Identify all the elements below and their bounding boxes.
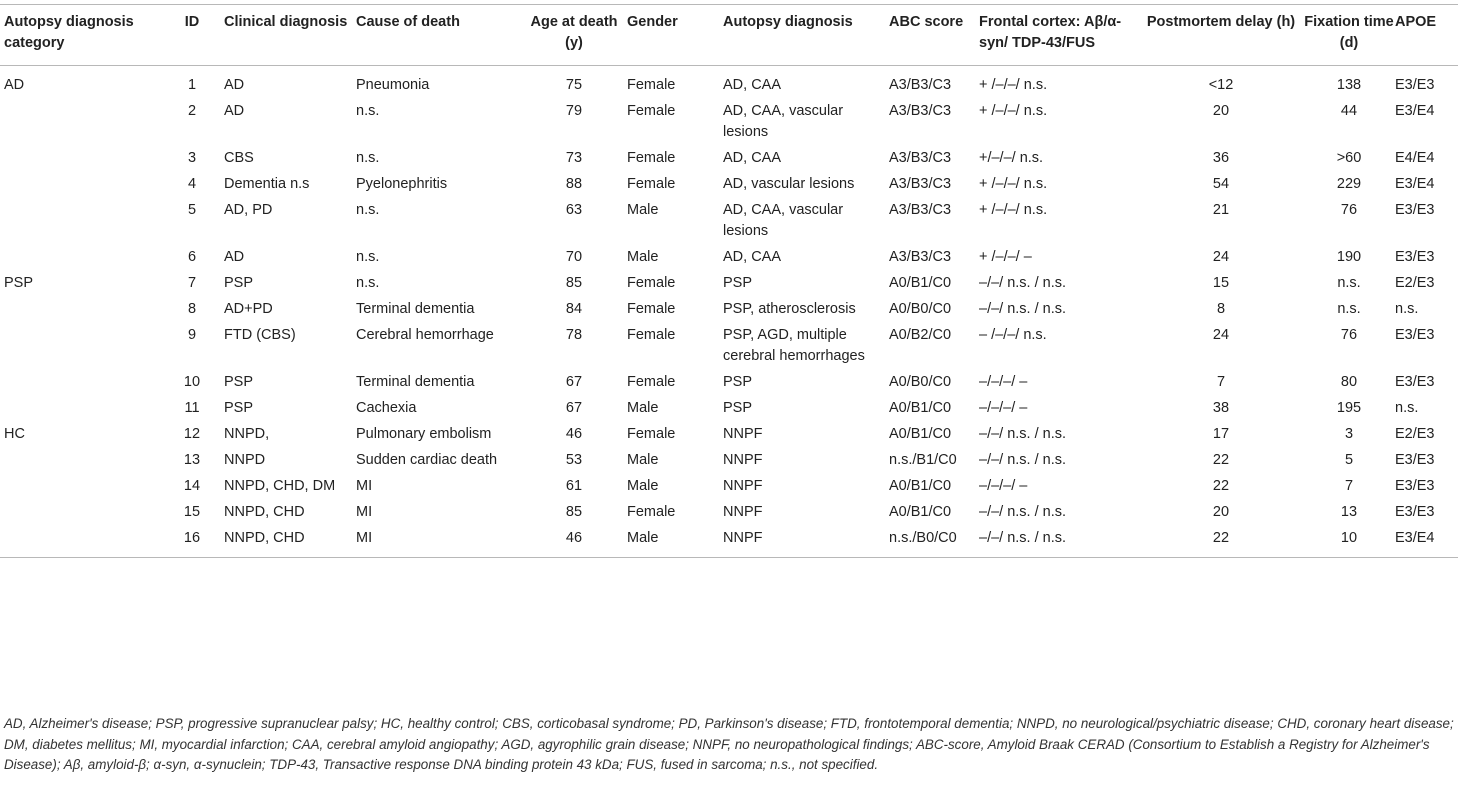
cell-id: 6 [187,249,197,265]
table-row [0,174,1458,200]
cell-gender: Male [627,400,659,416]
cell-autopsy: AD, CAA [723,77,782,93]
cell-category [0,502,160,528]
table-row [0,66,1458,102]
table-row [0,528,1458,558]
cell-abc: A3/B3/C3 [889,202,952,218]
cell-fixation: 138 [1336,77,1362,93]
cell-cause: Terminal dementia [356,301,475,317]
header-fixation: Fixation time (d) [1304,14,1394,51]
cell-cause: n.s. [356,202,380,218]
header-abc: ABC score [889,14,964,30]
cell-clinical: CBS [224,150,254,166]
cell-cause: Terminal dementia [356,374,475,390]
cell-category [0,200,160,247]
cell-apoe: E3/E4 [1395,530,1435,546]
cell-abc: A0/B1/C0 [889,275,952,291]
header-id: ID [184,14,200,30]
cell-frontal: – /–/–/ n.s. [979,327,1047,343]
cell-id: 14 [183,478,201,494]
cell-pmd: 15 [1212,275,1230,291]
cell-apoe: E3/E3 [1395,202,1435,218]
table-row [0,325,1458,372]
cell-category: HC [4,426,25,442]
cell-autopsy: AD, vascular lesions [723,176,855,192]
table-row [0,502,1458,528]
cell-frontal: –/–/ n.s. / n.s. [979,504,1067,520]
cell-age: 79 [565,103,583,119]
table-row [0,372,1458,398]
cell-clinical: NNPD [224,452,266,468]
cell-age: 75 [565,77,583,93]
cell-age: 85 [565,504,583,520]
header-gender: Gender [627,14,678,30]
cell-age: 88 [565,176,583,192]
cell-frontal: + /–/–/ n.s. [979,77,1048,93]
cell-id: 5 [187,202,197,218]
cell-abc: A0/B2/C0 [889,327,952,343]
cell-pmd: 24 [1212,249,1230,265]
cell-age: 85 [565,275,583,291]
cell-id: 9 [187,327,197,343]
cell-age: 67 [565,374,583,390]
cell-frontal: –/–/–/ – [979,374,1028,390]
cell-pmd: 54 [1212,176,1230,192]
cell-frontal: + /–/–/ n.s. [979,202,1048,218]
header-autopsy: Autopsy diagnosis [723,14,853,30]
header-age: Age at death (y) [530,14,618,51]
cell-fixation: >60 [1336,150,1362,166]
cell-abc: A0/B0/C0 [889,301,952,317]
cell-clinical: AD+PD [224,301,273,317]
cell-fixation: 229 [1336,176,1362,192]
cell-frontal: –/–/ n.s. / n.s. [979,452,1067,468]
cell-pmd: 21 [1212,202,1230,218]
cell-clinical: NNPD, CHD, DM [224,478,336,494]
cell-category [0,299,160,325]
cell-age: 84 [565,301,583,317]
cell-frontal: –/–/ n.s. / n.s. [979,275,1067,291]
cell-pmd: 20 [1212,504,1230,520]
cell-frontal: –/–/–/ – [979,478,1028,494]
cell-id: 16 [183,530,201,546]
cell-cause: n.s. [356,103,380,119]
cell-pmd: 22 [1212,530,1230,546]
cell-abc: A0/B1/C0 [889,504,952,520]
header-clinical: Clinical diagnosis [224,14,348,30]
table-row [0,247,1458,273]
cell-fixation: 44 [1340,103,1358,119]
cell-cause: MI [356,478,373,494]
cell-apoe: E3/E3 [1395,327,1435,343]
cell-pmd: 36 [1212,150,1230,166]
cell-autopsy: AD, CAA, vascular lesions [723,202,844,239]
cell-fixation: 80 [1340,374,1358,390]
cell-gender: Male [627,452,659,468]
cell-abc: A0/B1/C0 [889,478,952,494]
cell-gender: Male [627,202,659,218]
cell-cause: Sudden cardiac death [356,452,498,468]
cell-age: 73 [565,150,583,166]
cell-frontal: + /–/–/ – [979,249,1032,265]
cell-fixation: n.s. [1337,301,1361,317]
cell-clinical: Dementia n.s [224,176,310,192]
cell-clinical: PSP [224,400,254,416]
cell-cause: Cachexia [356,400,417,416]
cell-abc: n.s./B1/C0 [889,452,957,468]
header-category: Autopsy diagnosis category [4,14,134,51]
cell-id: 1 [187,77,197,93]
cell-category [0,174,160,200]
cell-abc: n.s./B0/C0 [889,530,957,546]
cell-apoe: E3/E3 [1395,452,1435,468]
cell-gender: Female [627,327,676,343]
cell-apoe: E3/E3 [1395,478,1435,494]
cell-id: 3 [187,150,197,166]
cell-apoe: E3/E4 [1395,176,1435,192]
cell-autopsy: NNPF [723,452,763,468]
cell-apoe: E3/E3 [1395,374,1435,390]
cell-autopsy: PSP [723,374,753,390]
cell-fixation: 10 [1340,530,1358,546]
cell-apoe: E2/E3 [1395,275,1435,291]
cell-pmd: 22 [1212,452,1230,468]
cell-apoe: E3/E3 [1395,504,1435,520]
cell-gender: Female [627,176,676,192]
cell-pmd: <12 [1208,77,1234,93]
cell-age: 46 [565,426,583,442]
cell-fixation: 195 [1336,400,1362,416]
cell-cause: n.s. [356,150,380,166]
table-row [0,273,1458,299]
cell-category [0,372,160,398]
table-row [0,299,1458,325]
cell-fixation: n.s. [1337,275,1361,291]
cell-clinical: PSP [224,374,254,390]
cell-abc: A0/B0/C0 [889,374,952,390]
cell-autopsy: NNPF [723,504,763,520]
cell-id: 7 [187,275,197,291]
cell-id: 15 [183,504,201,520]
cell-id: 11 [184,400,200,416]
cell-clinical: NNPD, [224,426,270,442]
cell-clinical: PSP [224,275,254,291]
cell-gender: Female [627,426,676,442]
cell-fixation: 76 [1340,327,1358,343]
cell-cause: Cerebral hemorrhage [356,327,494,343]
cell-abc: A0/B1/C0 [889,426,952,442]
cell-abc: A3/B3/C3 [889,77,952,93]
cell-apoe: n.s. [1395,400,1419,416]
cell-category: PSP [4,275,34,291]
cell-autopsy: NNPF [723,530,763,546]
cell-gender: Male [627,249,659,265]
cell-category [0,476,160,502]
cell-autopsy: NNPF [723,426,763,442]
cell-age: 78 [565,327,583,343]
cell-abc: A3/B3/C3 [889,249,952,265]
cell-abc: A3/B3/C3 [889,176,952,192]
cell-clinical: FTD (CBS) [224,327,296,343]
cell-category: AD [4,77,25,93]
cell-cause: Pyelonephritis [356,176,448,192]
cell-apoe: E4/E4 [1395,150,1435,166]
cell-age: 67 [565,400,583,416]
cell-category [0,398,160,424]
cell-fixation: 5 [1344,452,1354,468]
cell-autopsy: PSP, AGD, multiple cerebral hemorrhages [723,327,865,364]
table-row [0,200,1458,247]
cell-age: 53 [565,452,583,468]
cell-cause: n.s. [356,249,380,265]
table-row [0,476,1458,502]
header-cause: Cause of death [356,14,460,30]
header-apoe: APOE [1395,14,1437,30]
cell-pmd: 38 [1212,400,1230,416]
cell-clinical: AD [224,77,245,93]
cell-age: 61 [565,478,583,494]
cell-autopsy: AD, CAA [723,150,782,166]
cell-category [0,325,160,372]
cell-gender: Female [627,504,676,520]
cell-gender: Male [627,478,659,494]
cell-apoe: E3/E4 [1395,103,1435,119]
cell-id: 8 [187,301,197,317]
cell-apoe: E3/E3 [1395,249,1435,265]
cell-abc: A3/B3/C3 [889,150,952,166]
cell-gender: Male [627,530,659,546]
cell-clinical: NNPD, CHD [224,504,305,520]
table-row [0,424,1458,450]
cell-frontal: –/–/ n.s. / n.s. [979,301,1067,317]
table-row [0,450,1458,476]
cell-fixation: 190 [1336,249,1362,265]
cell-pmd: 17 [1212,426,1230,442]
cell-pmd: 8 [1216,301,1226,317]
table-footnote: AD, Alzheimer's disease; PSP, progressive supranuclear palsy; HC, healthy control; CBS, corticobasal syndrome; PD, Parkinson's disease; FTD, frontotemporal dementia; NNPD, no neurological/psychiatric disease; CHD, coronary heart disease; DM, diabetes mellitus; MI, myocardial infarction; CAA, cerebral amyloid angiopathy; AGD, agyrophilic grain disease; NNPF, no neuropathological findings; ABC-score, Amyloid Braak CERAD (Consortium to Establish a Registry for Alzheimer's Disease); Aβ, amyloid-β; α-syn, α-synuclein; TDP-43, Transactive response DNA binding protein 43 kDa; FUS, fused in sarcoma; n.s., not specified. [4,716,1454,772]
cell-autopsy: PSP, atherosclerosis [723,301,856,317]
cell-pmd: 7 [1216,374,1226,390]
cell-gender: Female [627,374,676,390]
cell-abc: A3/B3/C3 [889,103,952,119]
cell-clinical: AD [224,249,245,265]
cell-id: 12 [183,426,201,442]
cell-frontal: +/–/–/ n.s. [979,150,1044,166]
cell-gender: Female [627,77,676,93]
cell-id: 10 [183,374,201,390]
cell-clinical: AD, PD [224,202,273,218]
cell-frontal: –/–/ n.s. / n.s. [979,426,1067,442]
cell-frontal: –/–/ n.s. / n.s. [979,530,1067,546]
cell-fixation: 7 [1344,478,1354,494]
cell-pmd: 24 [1212,327,1230,343]
cell-fixation: 3 [1344,426,1354,442]
cell-age: 46 [565,530,583,546]
cell-age: 63 [565,202,583,218]
cell-category [0,247,160,273]
cell-autopsy: AD, CAA [723,249,782,265]
cell-autopsy: PSP [723,400,753,416]
cell-gender: Female [627,103,676,119]
cell-fixation: 13 [1340,504,1358,520]
cell-category [0,148,160,174]
cell-apoe: E3/E3 [1395,77,1435,93]
cell-cause: Pneumonia [356,77,430,93]
table-row [0,398,1458,424]
cell-age: 70 [565,249,583,265]
cell-id: 4 [187,176,197,192]
cell-gender: Female [627,150,676,166]
cell-pmd: 22 [1212,478,1230,494]
table-row [0,101,1458,148]
cell-cause: n.s. [356,275,380,291]
cell-frontal: –/–/–/ – [979,400,1028,416]
cell-pmd: 20 [1212,103,1230,119]
header-row [0,5,1458,66]
cell-gender: Female [627,275,676,291]
cell-fixation: 76 [1340,202,1358,218]
cell-cause: MI [356,530,373,546]
cell-autopsy: NNPF [723,478,763,494]
cell-apoe: E2/E3 [1395,426,1435,442]
cell-clinical: AD [224,103,245,119]
cell-id: 2 [187,103,197,119]
cell-cause: Pulmonary embolism [356,426,492,442]
cell-category [0,101,160,148]
cell-frontal: + /–/–/ n.s. [979,176,1048,192]
table-row [0,148,1458,174]
cell-autopsy: AD, CAA, vascular lesions [723,103,844,140]
cell-frontal: + /–/–/ n.s. [979,103,1048,119]
cell-apoe: n.s. [1395,301,1419,317]
data-table [0,4,1458,558]
header-frontal: Frontal cortex: Aβ/α-syn/ TDP-43/FUS [979,14,1122,51]
cell-gender: Female [627,301,676,317]
cell-clinical: NNPD, CHD [224,530,305,546]
cell-autopsy: PSP [723,275,753,291]
cell-id: 13 [183,452,201,468]
cell-category [0,528,160,558]
cell-cause: MI [356,504,373,520]
cell-abc: A0/B1/C0 [889,400,952,416]
header-pmd: Postmortem delay (h) [1146,14,1296,30]
cell-category [0,450,160,476]
